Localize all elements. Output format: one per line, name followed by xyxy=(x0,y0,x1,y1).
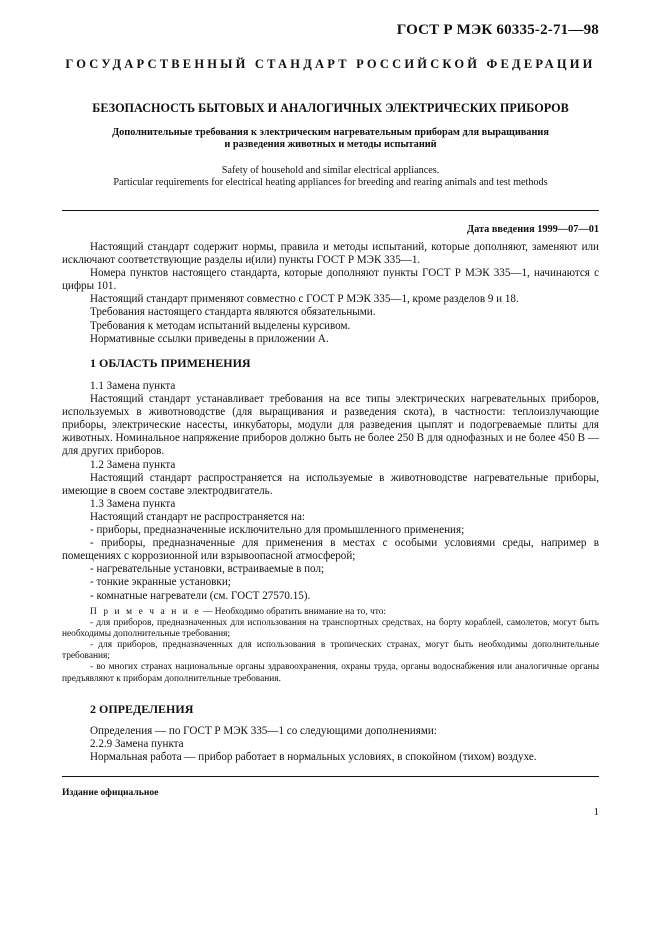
intro-paragraph: Нормативные ссылки приведены в приложении А. xyxy=(90,332,329,345)
list-item: - нагревательные установки, встраиваемые в пол; xyxy=(90,563,325,576)
intro-paragraph: Настоящий стандарт содержит нормы, правила и методы испытаний, которые дополняют, заменяют или исключают соответствующие разделы и(или) пункты ГОСТ Р МЭК 335—1. xyxy=(62,241,599,267)
english-title xyxy=(62,165,599,189)
section-1-block xyxy=(62,380,599,603)
clause-text: Настоящий стандарт устанавливает требования на все типы электрических нагревательных приборов, используемых в животноводстве (для выращивания и разведения скота), в частности: теплоизлучающие приборы, электрические насесты, инкубаторы, модули для разведения цыплят и подогреваемые плиты для животных. Номинальное напряжение приборов должно быть не более 250 В для однофазных и не более 450 В — для других приборов. xyxy=(62,393,599,458)
subtitle-line: и разведения животных и методы испытаний xyxy=(224,139,437,150)
intro-paragraph: Требования настоящего стандарта являются обязательными. xyxy=(90,306,376,319)
standard-banner: ГОСУДАРСТВЕННЫЙ СТАНДАРТ РОССИЙСКОЙ ФЕДЕРАЦИИ xyxy=(65,57,596,71)
clause-text: Определения — по ГОСТ Р МЭК 335—1 со следующими дополнениями: xyxy=(90,725,437,737)
footer-divider xyxy=(62,776,599,777)
list-item: - комнатные нагреватели (см. ГОСТ 27570.15). xyxy=(90,589,311,602)
top-divider xyxy=(62,210,599,211)
introduction-date: Дата введения 1999—07—01 xyxy=(467,224,599,235)
note-item: - для приборов, предназначенных для использования на транспортных средствах, на борту кораблей, самолетов, могут быть необходимы дополнительные требования; xyxy=(62,618,599,640)
clause-text: Нормальная работа — прибор работает в нормальных условиях, в спокойном (тихом) воздухе. xyxy=(90,751,537,764)
list-item: - приборы, предназначенные для применения в местах с особыми условиями среды, например в помещениях с коррозионной или взрывоопасной атмосферой; xyxy=(62,537,599,563)
subtitle-line: Дополнительные требования к электрическим нагревательным приборам для выращивания xyxy=(112,127,549,138)
note-item: - во многих странах национальные органы здравоохранения, охраны труда, органы водоснабжения или аналогичные органы предъявляют к приборам дополнительные требования. xyxy=(62,662,599,684)
section-heading-scope: 1 ОБЛАСТЬ ПРИМЕНЕНИЯ xyxy=(90,356,251,370)
list-item: - приборы, предназначенные исключительно для промышленного применения; xyxy=(90,524,465,537)
note-intro-text: — Необходимо обратить внимание на то, что: xyxy=(200,607,387,617)
note-item: - для приборов, предназначенных для использования в тропических странах, могут быть необходимы дополнительные требования; xyxy=(62,640,599,662)
intro-paragraph: Номера пунктов настоящего стандарта, которые дополняют пункты ГОСТ Р МЭК 335—1, начинаются с цифры 101. xyxy=(62,267,599,293)
note-label: П р и м е ч а н и е xyxy=(90,607,201,617)
subtitle xyxy=(62,127,599,151)
intro-paragraph: Требования к методам испытаний выделены курсивом. xyxy=(90,319,351,332)
intro-block xyxy=(62,241,599,346)
clause-text: Настоящий стандарт распространяется на используемые в животноводстве нагревательные приборы, имеющие в своем составе электродвигатель. xyxy=(62,471,599,497)
note-intro xyxy=(62,607,599,618)
list-item: - тонкие экранные установки; xyxy=(90,576,231,589)
english-title-line: Safety of household and similar electrical appliances. xyxy=(221,165,440,176)
clause-label: 2.2.9 Замена пункта xyxy=(90,738,184,751)
official-edition-label: Издание официальное xyxy=(62,787,159,798)
section-heading-definitions: 2 ОПРЕДЕЛЕНИЯ xyxy=(90,702,194,716)
main-title: БЕЗОПАСНОСТЬ БЫТОВЫХ И АНАЛОГИЧНЫХ ЭЛЕКТРИЧЕСКИХ ПРИБОРОВ xyxy=(92,101,569,115)
page-number: 1 xyxy=(593,806,599,818)
section-2-block xyxy=(62,725,599,764)
clause-text: Настоящий стандарт не распространяется на: xyxy=(90,510,305,523)
clause-label: 1.3 Замена пункта xyxy=(90,497,176,510)
intro-paragraph: Настоящий стандарт применяют совместно с ГОСТ Р МЭК 335—1, кроме разделов 9 и 18. xyxy=(90,293,519,306)
clause-label: 1.2 Замена пункта xyxy=(90,458,176,471)
clause-label: 1.1 Замена пункта xyxy=(90,380,176,392)
note-block xyxy=(62,607,599,685)
document-code: ГОСТ Р МЭК 60335-2-71—98 xyxy=(396,22,599,38)
english-title-line: Particular requirements for electrical heating appliances for breeding and rearing animals and test methods xyxy=(113,177,548,188)
